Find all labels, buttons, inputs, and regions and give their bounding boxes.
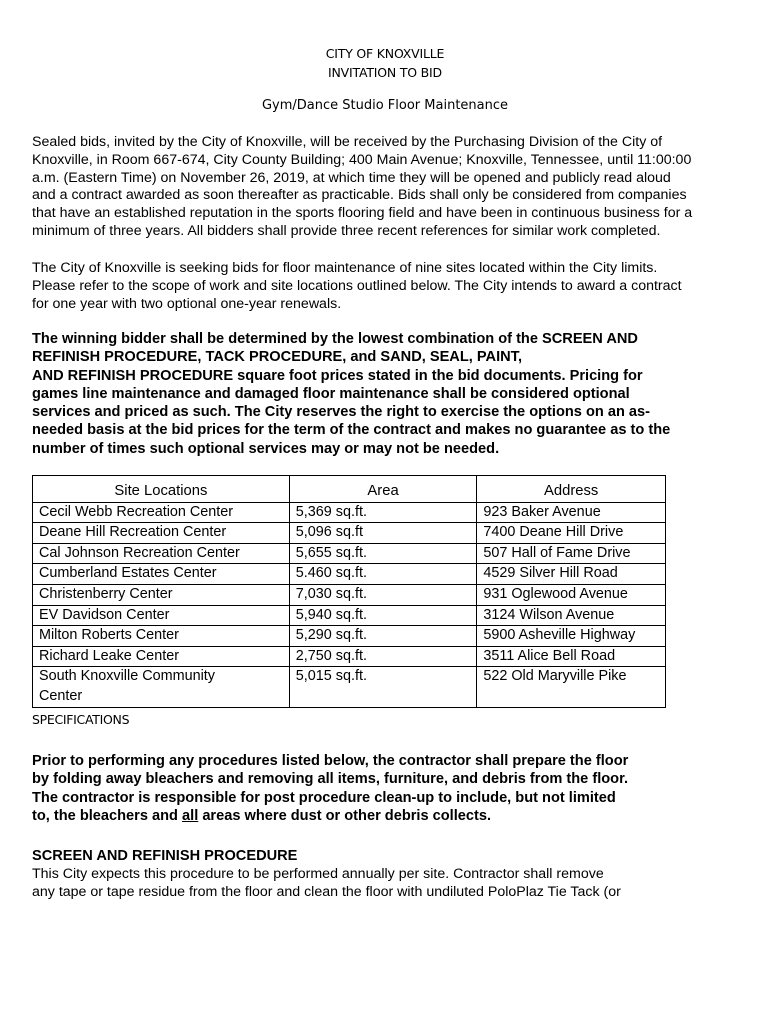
area-cell: 5,290 sq.ft. bbox=[289, 626, 477, 647]
address-cell: 923 Baker Avenue bbox=[477, 502, 666, 523]
site-cell: Christenberry Center bbox=[33, 584, 290, 605]
table-row bbox=[33, 605, 666, 626]
award-line: REFINISH PROCEDURE, TACK PROCEDURE, and SAND, SEAL, PAINT, bbox=[32, 349, 523, 366]
table-row bbox=[33, 646, 666, 667]
table-row bbox=[33, 502, 666, 523]
scope-paragraph bbox=[32, 260, 744, 313]
award-line: needed basis at the bid prices for the term of the contract and makes no guarantee as to the bbox=[32, 422, 671, 439]
site-cell bbox=[33, 667, 290, 707]
doc-header-invitation: INVITATION TO BID bbox=[328, 65, 442, 80]
table-header-row bbox=[33, 476, 666, 503]
prep-text-after: areas where dust or other debris collects. bbox=[198, 807, 492, 824]
address-cell: 4529 Silver Hill Road bbox=[477, 564, 666, 585]
table-row bbox=[33, 584, 666, 605]
address-cell: 507 Hall of Fame Drive bbox=[477, 543, 666, 564]
area-cell: 7,030 sq.ft. bbox=[289, 584, 477, 605]
address-cell: 522 Old Maryville Pike bbox=[477, 667, 666, 707]
prep-line: The contractor is responsible for post procedure clean-up to include, but not limited bbox=[32, 789, 616, 806]
prep-line: by folding away bleachers and removing all items, furniture, and debris from the floor. bbox=[32, 771, 629, 788]
screen-line: any tape or tape residue from the floor and clean the floor with undiluted PoloPlaz Tie Tack (or bbox=[32, 883, 621, 900]
header-address: Address bbox=[477, 476, 666, 503]
area-cell: 5.460 sq.ft. bbox=[289, 564, 477, 585]
intro-paragraph bbox=[32, 134, 744, 241]
award-line: The winning bidder shall be determined by the lowest combination of the SCREEN AND bbox=[32, 331, 638, 347]
intro-line: that have an established reputation in the sports flooring field and have been in continuous business for a bbox=[32, 205, 693, 222]
doc-subtitle: Gym/Dance Studio Floor Maintenance bbox=[261, 98, 509, 113]
intro-line: Sealed bids, invited by the City of Knoxville, will be received by the Purchasing Division of the City of bbox=[32, 134, 663, 150]
prep-paragraph bbox=[32, 752, 744, 825]
site-cell: Deane Hill Recreation Center bbox=[33, 523, 290, 544]
scope-line: for one year with two optional one-year renewals. bbox=[32, 295, 342, 312]
address-cell: 931 Oglewood Avenue bbox=[477, 584, 666, 605]
table-row bbox=[33, 543, 666, 564]
site-cell: EV Davidson Center bbox=[33, 605, 290, 626]
header-site-locations: Site Locations bbox=[33, 476, 290, 503]
table-row bbox=[33, 564, 666, 585]
site-cell-continuation: Center bbox=[39, 687, 83, 704]
site-cell-line: South Knoxville Community bbox=[39, 668, 215, 685]
award-line: AND REFINISH PROCEDURE square foot prices stated in the bid documents. Pricing for bbox=[32, 367, 643, 384]
site-cell: Milton Roberts Center bbox=[33, 626, 290, 647]
specifications-heading: SPECIFICATIONS bbox=[32, 712, 130, 727]
address-cell: 3124 Wilson Avenue bbox=[477, 605, 666, 626]
award-line: services and priced as such. The City reserves the right to exercise the options on an as- bbox=[32, 404, 651, 421]
doc-header-city: CITY OF KNOXVILLE bbox=[325, 46, 445, 61]
prep-text-before: to, the bleachers and bbox=[32, 807, 183, 824]
header-area: Area bbox=[289, 476, 477, 503]
scope-line: The City of Knoxville is seeking bids for floor maintenance of nine sites located within the City limits. bbox=[32, 260, 658, 276]
scope-line: Please refer to the scope of work and site locations outlined below. The City intends to award a contract bbox=[32, 277, 682, 294]
intro-line: minimum of three years. All bidders shall provide three recent references for similar work completed. bbox=[32, 222, 661, 239]
site-locations-table bbox=[32, 475, 666, 708]
area-cell: 5,940 sq.ft. bbox=[289, 605, 477, 626]
screen-refinish-heading: SCREEN AND REFINISH PROCEDURE bbox=[32, 848, 298, 864]
prep-line-last bbox=[32, 807, 744, 825]
site-cell: Cumberland Estates Center bbox=[33, 564, 290, 585]
award-line: games line maintenance and damaged floor maintenance shall be considered optional bbox=[32, 385, 630, 402]
area-cell: 5,655 sq.ft. bbox=[289, 543, 477, 564]
award-paragraph bbox=[32, 330, 744, 458]
address-cell: 3511 Alice Bell Road bbox=[477, 646, 666, 667]
screen-refinish-paragraph bbox=[32, 866, 744, 902]
area-cell: 5,369 sq.ft. bbox=[289, 502, 477, 523]
table-row bbox=[33, 667, 666, 707]
screen-line: This City expects this procedure to be performed annually per site. Contractor shall remove bbox=[32, 866, 604, 882]
site-cell: Cal Johnson Recreation Center bbox=[33, 543, 290, 564]
prep-line: Prior to performing any procedures listed below, the contractor shall prepare the floor bbox=[32, 753, 629, 769]
site-cell: Cecil Webb Recreation Center bbox=[33, 502, 290, 523]
award-line: number of times such optional services may or may not be needed. bbox=[32, 440, 500, 457]
intro-line: and a contract awarded as soon thereafter as practicable. Bids shall only be considered from companies bbox=[32, 187, 687, 204]
intro-line: a.m. (Eastern Time) on November 26, 2019, at which time they will be opened and publicly read aloud bbox=[32, 169, 671, 186]
address-cell: 5900 Asheville Highway bbox=[477, 626, 666, 647]
site-cell: Richard Leake Center bbox=[33, 646, 290, 667]
prep-text-underlined: all bbox=[182, 807, 199, 824]
table-row bbox=[33, 523, 666, 544]
area-cell: 5,015 sq.ft. bbox=[289, 667, 477, 707]
table-row bbox=[33, 626, 666, 647]
intro-line: Knoxville, in Room 667-674, City County Building; 400 Main Avenue; Knoxville, Tennessee, until 11:00:00 bbox=[32, 151, 692, 168]
area-cell: 2,750 sq.ft. bbox=[289, 646, 477, 667]
area-cell: 5,096 sq.ft bbox=[289, 523, 477, 544]
address-cell: 7400 Deane Hill Drive bbox=[477, 523, 666, 544]
